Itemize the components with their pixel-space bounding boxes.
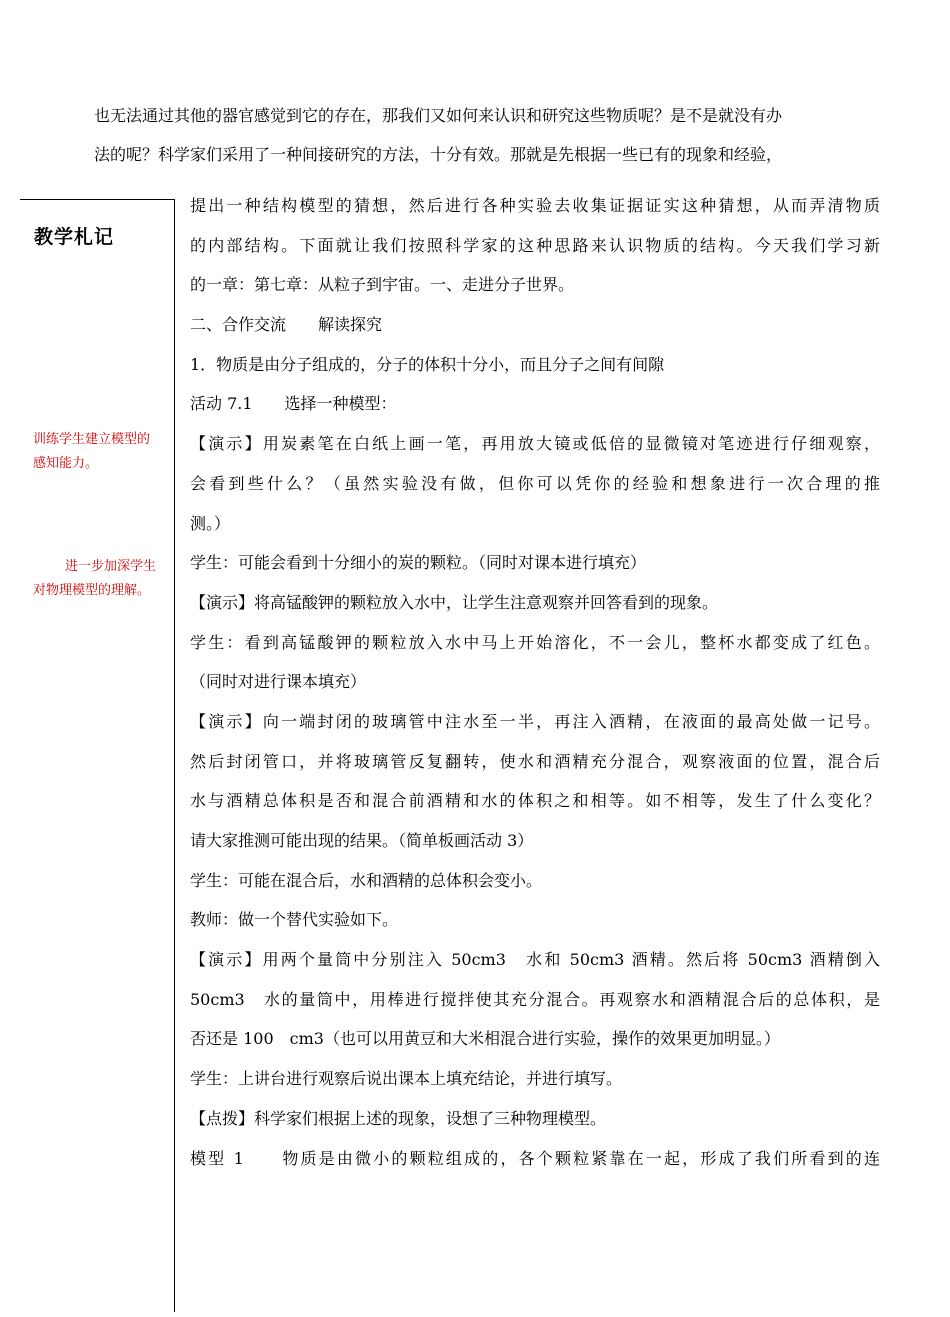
teaching-notes-title: 教学札记 bbox=[34, 226, 115, 248]
body-line: 1．物质是由分子组成的，分子的体积十分小，而且分子之间有间隙 bbox=[190, 354, 665, 374]
body-line: 学生：可能在混合后，水和酒精的总体积会变小。 bbox=[190, 870, 543, 890]
body-line: （同时对进行课本填充） bbox=[190, 672, 367, 692]
body-line: 提出一种结构模型的猜想，然后进行各种实验去收集证据证实这种猜想，从而弄清物质 bbox=[190, 196, 880, 215]
body-line: 50cm3 水的量筒中，用棒进行搅拌使其充分混合。再观察水和酒精混合后的总体积，是 bbox=[190, 989, 880, 1009]
teaching-notes-column bbox=[20, 199, 175, 1312]
body-line: 会看到些什么？（虽然实验没有做，但你可以凭你的经验和想象进行一次合理的推 bbox=[190, 473, 880, 493]
body-line: 教师：做一个替代实验如下。 bbox=[190, 910, 399, 930]
body-line: 模型 1 物质是由微小的颗粒组成的，各个颗粒紧靠在一起，形成了我们所看到的连 bbox=[190, 1148, 880, 1168]
body-line: 学生：看到高锰酸钾的颗粒放入水中马上开始溶化，不一会儿，整杯水都变成了红色。 bbox=[190, 632, 880, 652]
body-line: 的一章：第七章：从粒子到宇宙。一、走进分子世界。 bbox=[190, 275, 575, 295]
body-line: 然后封闭管口，并将玻璃管反复翻转，使水和酒精充分混合，观察液面的位置，混合后 bbox=[190, 751, 880, 771]
teaching-note: 训练学生建立模型的感知能力。 bbox=[33, 432, 151, 471]
body-line: 【演示】用炭素笔在白纸上画一笔，再用放大镜或低倍的显微镜对笔迹进行仔细观察， bbox=[190, 434, 880, 454]
intro-line: 法的呢？科学家们采用了一种间接研究的方法，十分有效。那就是先根据一些已有的现象和经验， bbox=[94, 145, 783, 164]
body-line: 【演示】向一端封闭的玻璃管中注水至一半，再注入酒精，在液面的最高处做一记号。 bbox=[190, 711, 880, 731]
body-line: 的内部结构。下面就让我们按照科学家的这种思路来认识物质的结构。今天我们学习新 bbox=[190, 235, 880, 255]
teaching-note: 进一步加深学生对物理模型的理解。 bbox=[33, 559, 157, 598]
body-line: 测。） bbox=[190, 513, 231, 533]
section-heading: 二、合作交流 解读探究 bbox=[190, 315, 383, 335]
lesson-body bbox=[190, 186, 880, 1178]
activity-heading: 活动 7.1 选择一种模型： bbox=[190, 394, 397, 414]
body-line: 【点拨】科学家们根据上述的现象，设想了三种物理模型。 bbox=[190, 1108, 607, 1128]
body-line: 学生：可能会看到十分细小的炭的颗粒。（同时对课本进行填充） bbox=[190, 553, 647, 573]
body-line: 【演示】将高锰酸钾的颗粒放入水中，让学生注意观察并回答看到的现象。 bbox=[190, 592, 719, 612]
intro-paragraph bbox=[94, 96, 876, 174]
intro-line: 也无法通过其他的器官感觉到它的存在，那我们又如何来认识和研究这些物质呢？是不是就没有办 bbox=[94, 106, 783, 125]
body-line: 学生：上讲台进行观察后说出课本上填充结论，并进行填写。 bbox=[190, 1069, 623, 1089]
body-line: 【演示】用两个量筒中分别注入 50cm3 水和 50cm3 酒精。然后将 50cm3 酒精倒入 bbox=[190, 950, 880, 970]
body-line: 否还是 100 cm3（也可以用黄豆和大米相混合进行实验，操作的效果更加明显。） bbox=[190, 1029, 780, 1049]
body-line: 水与酒精总体积是否和混合前酒精和水的体积之和相等。如不相等，发生了什么变化？ bbox=[190, 791, 880, 811]
body-line: 请大家推测可能出现的结果。（简单板画活动 3） bbox=[190, 831, 534, 850]
